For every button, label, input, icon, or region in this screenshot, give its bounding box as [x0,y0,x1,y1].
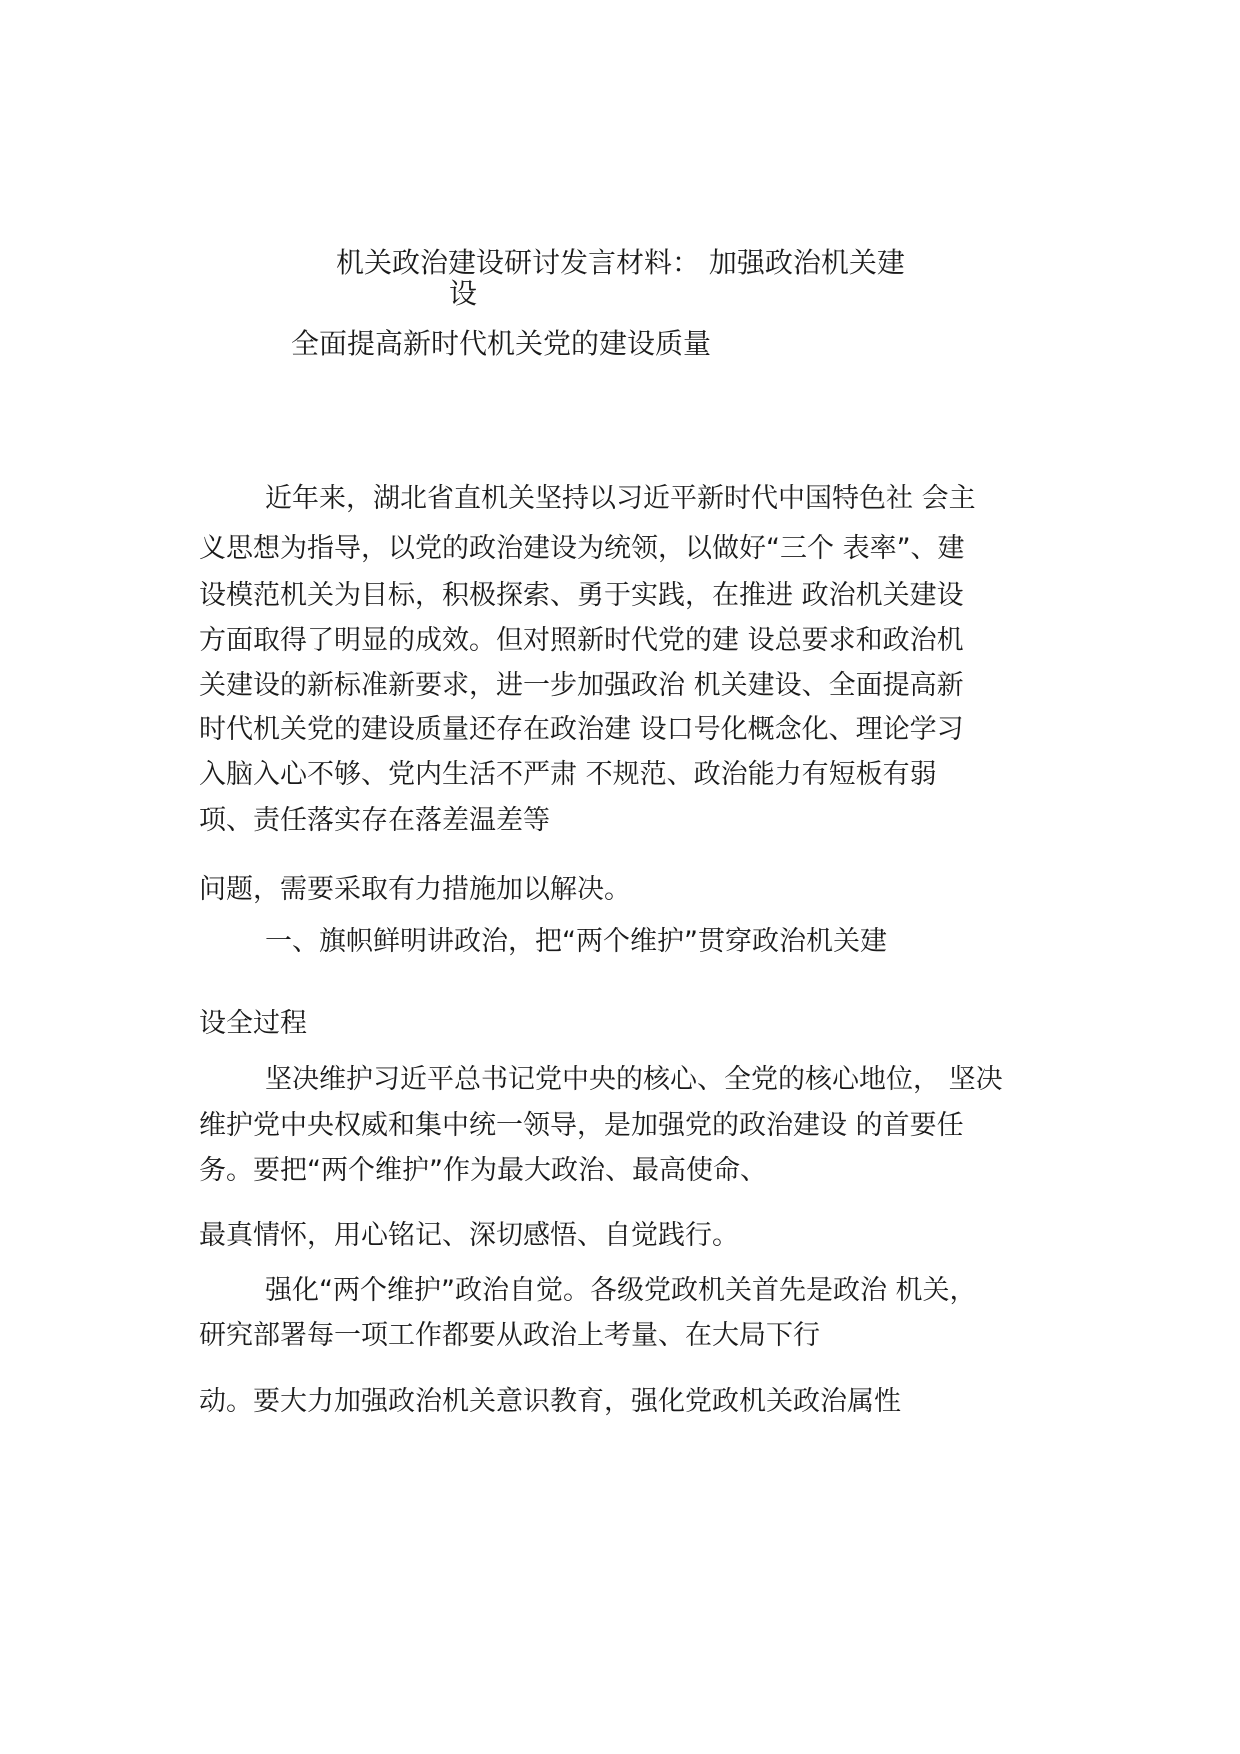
body-line: 动。要大力加强政治机关意识教育，强化党政机关政治属性 [199,1386,901,1417]
body-line: 坚决维护习近平总书记党中央的核心、全党的核心地位， 坚决 [265,1064,1003,1095]
body-line: 务。要把“两个维护”作为最大政治、最高使命、 [199,1155,767,1186]
body-line: 研究部署每一项工作都要从政治上考量、在大局下行 [199,1320,820,1351]
body-line: 近年来，湖北省直机关坚持以习近平新时代中国特色社 会主 [265,483,976,514]
body-line: 关建设的新标准新要求，进一步加强政治 机关建设、全面提高新 [199,670,964,701]
document-title-line-2: 设 [449,277,478,310]
body-line: 项、责任落实存在落差温差等 [199,805,550,836]
body-line: 维护党中央权威和集中统一领导，是加强党的政治建设 的首要任 [199,1110,964,1141]
body-line: 强化“两个维护”政治自觉。各级党政机关首先是政治 机关， [265,1275,977,1306]
body-line: 时代机关党的建设质量还存在政治建 设口号化概念化、理论学习 [199,714,964,745]
body-line: 最真情怀，用心铭记、深切感悟、自觉践行。 [199,1220,739,1251]
body-line: 设模范机关为目标，积极探索、勇于实践，在推进 政治机关建设 [199,580,964,611]
body-line: 入脑入心不够、党内生活不严肃 不规范、政治能力有短板有弱 [199,759,937,790]
document-subtitle: 全面提高新时代机关党的建设质量 [291,327,712,360]
section-heading-line-1: 一、旗帜鲜明讲政治，把“两个维护”贯穿政治机关建 [265,926,887,957]
body-line: 义思想为指导，以党的政治建设为统领，以做好“三个 表率”、建 [199,533,965,564]
document-title-line-1: 机关政治建设研讨发言材料： 加强政治机关建 [336,246,905,279]
body-line: 问题，需要采取有力措施加以解决。 [199,874,631,905]
section-heading-line-2: 设全过程 [199,1008,307,1039]
body-line: 方面取得了明显的成效。但对照新时代党的建 设总要求和政治机 [199,625,964,656]
